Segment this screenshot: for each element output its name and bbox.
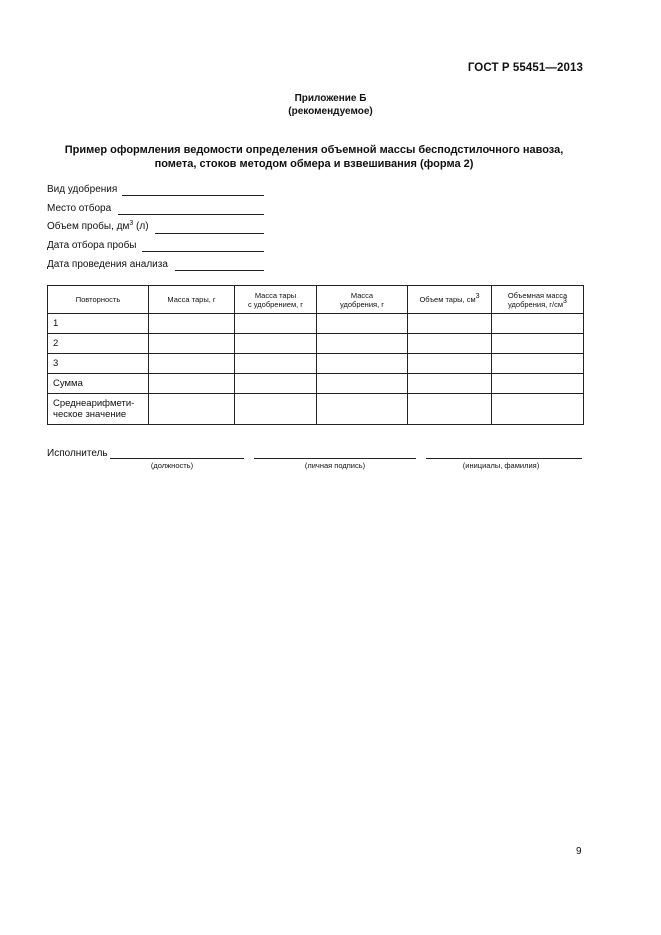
appendix-label: Приложение Б <box>294 93 367 104</box>
sampling-date-field[interactable] <box>142 251 264 252</box>
sample-volume-prefix: Объем пробы, дм <box>47 221 130 232</box>
sample-volume-label <box>47 221 149 232</box>
sample-volume-suffix: (л) <box>133 221 149 232</box>
header-tare-mass: Масса тары, г <box>149 286 235 314</box>
table-row-mean <box>48 394 584 425</box>
fertilizer-type-label: Вид удобрения <box>47 184 118 195</box>
table-cell[interactable] <box>492 354 584 374</box>
sampling-date-label: Дата отбора пробы <box>47 240 137 251</box>
form-heading <box>40 143 588 171</box>
signature-field[interactable] <box>254 458 416 459</box>
header-bulk-density-exponent: 3 <box>563 297 567 305</box>
header-tare-with-fertilizer-line-2: с удобрением, г <box>247 299 304 309</box>
table-row <box>48 354 584 374</box>
header-fertilizer-mass <box>317 286 408 314</box>
table-cell[interactable] <box>317 374 408 394</box>
table-cell[interactable] <box>235 394 317 425</box>
table-cell[interactable] <box>235 374 317 394</box>
standard-designation: ГОСТ Р 55451—2013 <box>467 62 583 74</box>
header-tare-volume-text: Объем тары, см <box>419 295 476 304</box>
analysis-date-label: Дата проведения анализа <box>47 259 168 270</box>
table-cell[interactable] <box>317 314 408 334</box>
analysis-date-field[interactable] <box>175 270 264 271</box>
row-label: 3 <box>48 354 149 374</box>
table-cell[interactable] <box>317 354 408 374</box>
header-bulk-density-text: удобрения, г/см <box>508 299 564 309</box>
table-cell[interactable] <box>235 354 317 374</box>
row-label: Сумма <box>48 374 149 394</box>
table-cell[interactable] <box>149 394 235 425</box>
form-heading-line-1: Пример оформления ведомости определения объемной массы бесподстилочного навоза, <box>64 144 564 156</box>
row-label: 2 <box>48 334 149 354</box>
table-cell[interactable] <box>492 314 584 334</box>
table-cell[interactable] <box>149 314 235 334</box>
table-cell[interactable] <box>408 394 492 425</box>
header-tare-with-fertilizer-line-1: Масса тары <box>254 290 297 300</box>
header-tare-with-fertilizer <box>235 286 317 314</box>
table-cell[interactable] <box>317 394 408 425</box>
initials-caption: (инициалы, фамилия) <box>462 461 540 470</box>
table-cell[interactable] <box>317 334 408 354</box>
table-row <box>48 334 584 354</box>
header-bulk-density-line-1: Объемная масса <box>507 290 568 300</box>
sampling-place-field[interactable] <box>118 214 264 215</box>
sample-volume-field[interactable] <box>155 233 264 234</box>
appendix-title <box>0 92 661 118</box>
sample-volume-exponent: 3 <box>129 220 134 227</box>
executor-label: Исполнитель <box>47 448 108 459</box>
table-cell[interactable] <box>235 334 317 354</box>
header-tare-volume-exponent: 3 <box>475 293 480 300</box>
position-field[interactable] <box>110 458 244 459</box>
table-cell[interactable] <box>149 354 235 374</box>
table-row <box>48 374 584 394</box>
sampling-place-label: Место отбора <box>47 203 112 214</box>
header-fertilizer-mass-line-2: удобрения, г <box>340 299 384 309</box>
table-cell[interactable] <box>408 314 492 334</box>
header-fertilizer-mass-line-1: Масса <box>350 290 374 300</box>
position-caption: (должность) <box>150 461 194 470</box>
table-cell[interactable] <box>492 394 584 425</box>
table-header-row <box>48 286 584 314</box>
row-label-mean <box>48 394 149 425</box>
fertilizer-type-field[interactable] <box>122 195 264 196</box>
table-cell[interactable] <box>492 334 584 354</box>
table-cell[interactable] <box>235 314 317 334</box>
table-cell[interactable] <box>408 334 492 354</box>
signature-caption: (личная подпись) <box>304 461 366 470</box>
table-row <box>48 314 584 334</box>
table-cell[interactable] <box>149 374 235 394</box>
table-cell[interactable] <box>492 374 584 394</box>
header-bulk-density-line-2 <box>495 297 580 309</box>
table-cell[interactable] <box>149 334 235 354</box>
header-repeat: Повторность <box>48 286 149 314</box>
mean-label-line-1: Среднеарифмети- <box>53 398 135 409</box>
form-heading-line-2: помета, стоков методом обмера и взвешивания (форма 2) <box>154 158 474 170</box>
header-bulk-density <box>492 286 584 314</box>
page-number: 9 <box>576 846 582 857</box>
initials-field[interactable] <box>426 458 582 459</box>
appendix-status: (рекомендуемое) <box>288 106 373 117</box>
row-label: 1 <box>48 314 149 334</box>
mean-label-line-2: ческое значение <box>53 409 127 420</box>
header-tare-volume <box>408 286 492 314</box>
measurement-table <box>47 285 584 425</box>
table-cell[interactable] <box>408 354 492 374</box>
table-cell[interactable] <box>408 374 492 394</box>
